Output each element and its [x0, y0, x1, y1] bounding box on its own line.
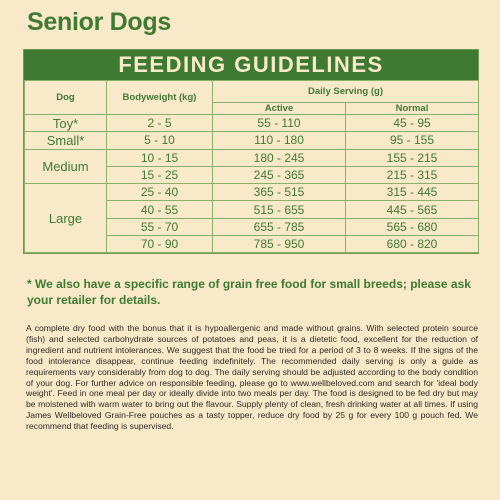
normal-cell: 155 - 215	[346, 149, 479, 166]
normal-cell: 445 - 565	[346, 201, 479, 218]
active-cell: 365 - 515	[213, 184, 346, 201]
table-row	[25, 132, 479, 149]
normal-cell: 45 - 95	[346, 115, 479, 132]
header-dog: Dog	[25, 81, 107, 115]
grain-free-footnote: * We also have a specific range of grain free food for small breeds; please ask your retailer for details.	[27, 277, 471, 307]
normal-cell: 215 - 315	[346, 166, 479, 183]
dog-size-cell: Toy*	[25, 115, 107, 132]
dog-size-cell: Medium	[25, 149, 107, 184]
header-daily-serving: Daily Serving (g)	[213, 81, 479, 103]
active-cell: 245 - 365	[213, 166, 346, 183]
active-cell: 785 - 950	[213, 236, 346, 253]
table-row	[25, 184, 479, 201]
active-cell: 515 - 655	[213, 201, 346, 218]
weight-cell: 55 - 70	[107, 218, 213, 235]
dog-size-cell: Large	[25, 184, 107, 253]
normal-cell: 95 - 155	[346, 132, 479, 149]
table-banner: FEEDING GUIDELINES	[24, 50, 478, 80]
active-cell: 110 - 180	[213, 132, 346, 149]
active-cell: 655 - 785	[213, 218, 346, 235]
active-cell: 55 - 110	[213, 115, 346, 132]
normal-cell: 680 - 820	[346, 236, 479, 253]
weight-cell: 40 - 55	[107, 201, 213, 218]
active-cell: 180 - 245	[213, 149, 346, 166]
table-row	[25, 149, 479, 166]
page-title: Senior Dogs	[27, 8, 171, 36]
header-normal: Normal	[346, 103, 479, 115]
weight-cell: 10 - 15	[107, 149, 213, 166]
weight-cell: 25 - 40	[107, 184, 213, 201]
feeding-table	[24, 80, 479, 253]
header-bodyweight: Bodyweight (kg)	[107, 81, 213, 115]
dog-size-cell: Small*	[25, 132, 107, 149]
product-description: A complete dry food with the bonus that it is hypoallergenic and made without grains. With selected protein source (fish) and selected carbohydrate sources of potatoes and peas, it is a dietetic food, excellent for the reduction of ingredient and nutrient intolerances. We suggest that the food be tried for a period of 3 to 8 weeks. If the signs of the food intolerance disappear, continue feeding indefinitely. The recommended daily serving is only a guide as requirements vary considerably from dog to dog. The daily serving should be adjusted according to the body condition of your dog. For further advice on responsible feeding, please go to www.wellbeloved.com and search for 'ideal body weight'. Feed in one meal per day or ideally divide into two meals per day. The food is designed to be fed dry but may be moistened with warm water to bring out the flavour. Supply plenty of clean, fresh drinking water at all times. If using James Wellbeloved Grain-Free pouches as a tasty topper, reduce dry food by 25 g for every 100 g pouch fed. We recommend that feeding is supervised.	[26, 323, 478, 432]
weight-cell: 70 - 90	[107, 236, 213, 253]
feeding-guidelines-table	[23, 49, 479, 254]
normal-cell: 565 - 680	[346, 218, 479, 235]
weight-cell: 15 - 25	[107, 166, 213, 183]
weight-cell: 2 - 5	[107, 115, 213, 132]
normal-cell: 315 - 445	[346, 184, 479, 201]
weight-cell: 5 - 10	[107, 132, 213, 149]
table-row	[25, 115, 479, 132]
header-active: Active	[213, 103, 346, 115]
